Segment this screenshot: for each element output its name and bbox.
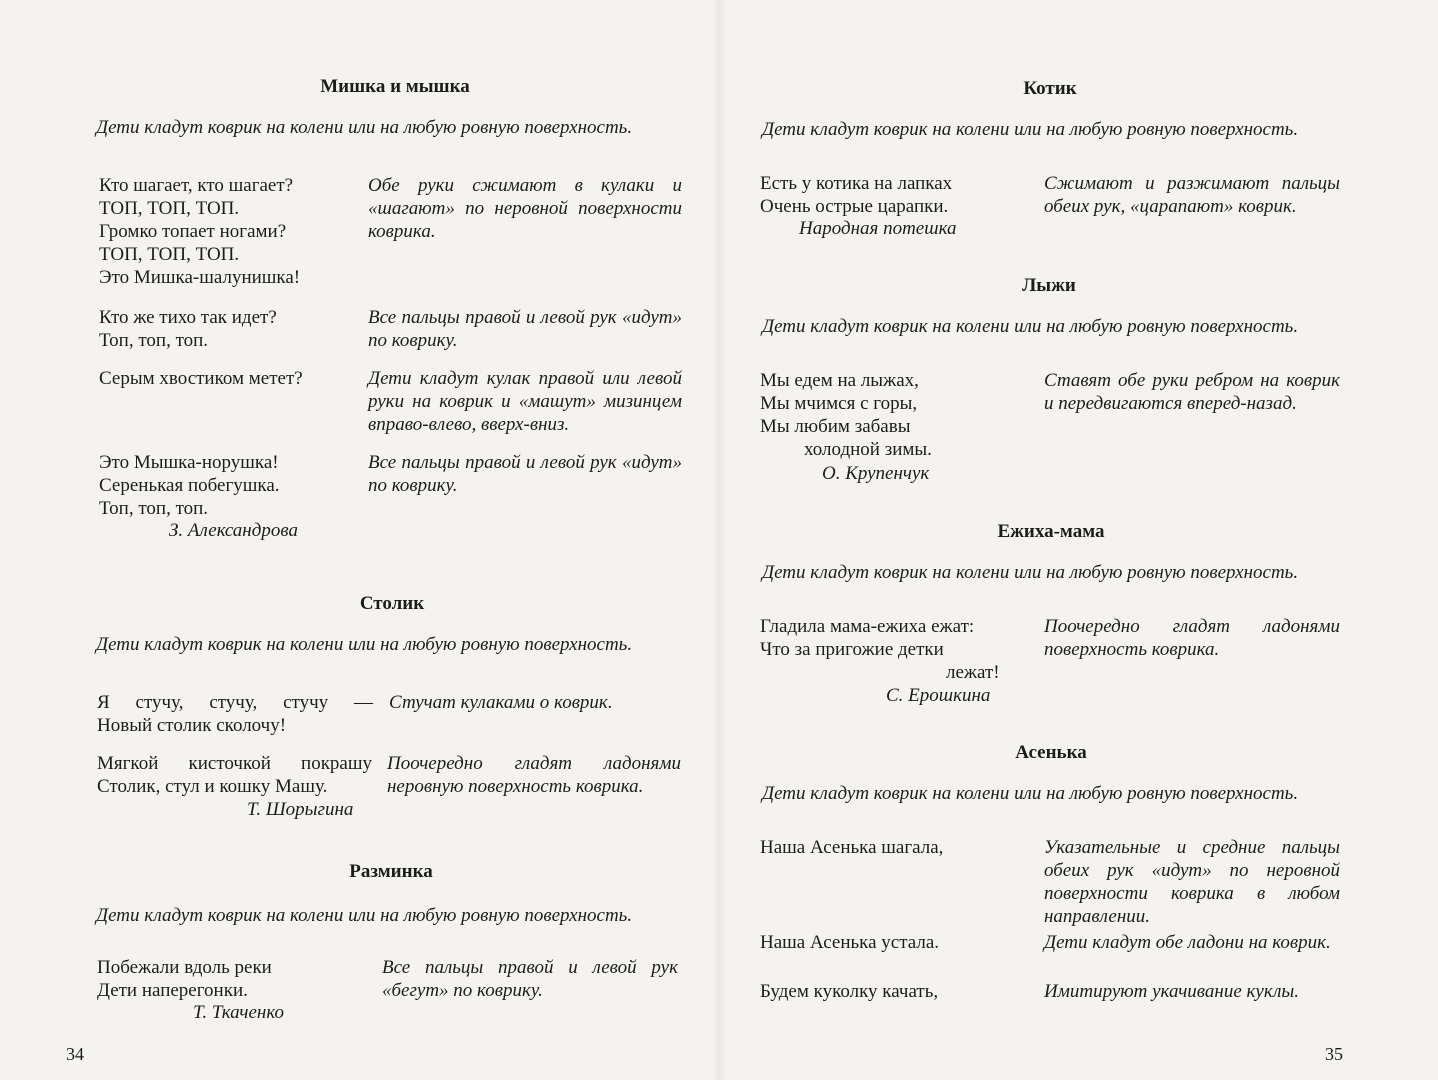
action-mishka-4: Все пальцы правой и левой рук «идут» по коврику. xyxy=(368,452,682,496)
verse-mishka-1 xyxy=(99,174,300,289)
section-title-ezhiha: Ежиха-мама xyxy=(997,521,1105,542)
section-title-lyzhi: Лыжи xyxy=(1022,275,1076,296)
author-mishka: З. Александрова xyxy=(169,520,298,541)
verse-stolik-1 xyxy=(97,691,373,737)
verse-line: Это Мишка-шалунишка! xyxy=(99,267,301,288)
verse-line: Дети наперегонки. xyxy=(97,980,248,1001)
verse-line: Побежали вдоль реки xyxy=(97,957,272,978)
verse-line: Громко топает ногами? xyxy=(99,221,287,242)
action-ezhiha-1: Поочередно гладят ладонями поверхность коврика. xyxy=(1044,616,1340,660)
verse-line: Наша Асенька шагала, xyxy=(760,837,944,858)
verse-line: Мягкой кисточкой покрашу xyxy=(97,753,372,774)
section-title-kotik: Котик xyxy=(1023,78,1077,99)
action-mishka-1: Обе руки сжимают в кулаки и «шагают» по неровной поверхности коврика. xyxy=(368,175,682,242)
verse-asenka-1 xyxy=(760,836,943,859)
verse-kotik-1 xyxy=(760,172,952,218)
verse-line: Очень острые царапки. xyxy=(760,196,949,217)
section-title-asenka: Асенька xyxy=(1015,742,1087,763)
action-razminka-1: Все пальцы правой и левой рук «бегут» по коврику. xyxy=(382,957,678,1001)
verse-line: Кто же тихо так идет? xyxy=(99,307,277,328)
section-intro-lyzhi: Дети кладут коврик на колени или на любую ровную поверхность. xyxy=(762,316,1299,337)
verse-asenka-2 xyxy=(760,931,939,954)
verse-line: Мы едем на лыжах, xyxy=(760,370,919,391)
section-title-stolik: Столик xyxy=(359,593,425,614)
verse-line: Наша Асенька устала. xyxy=(760,932,940,953)
verse-stolik-2 xyxy=(97,752,372,798)
action-stolik-1: Стучат кулаками о коврик. xyxy=(389,692,613,713)
action-asenka-3: Имитируют укачивание куклы. xyxy=(1044,981,1299,1002)
verse-line: Столик, стул и кошку Машу. xyxy=(97,776,328,797)
author-ezhiha: С. Ерошкина xyxy=(886,685,991,706)
verse-line: холодной зимы. xyxy=(804,439,932,460)
verse-line: Мы любим забавы xyxy=(760,416,911,437)
action-stolik-2: Поочередно гладят ладонями неровную поверхность коврика. xyxy=(387,753,681,797)
verse-line: Мы мчимся с горы, xyxy=(760,393,918,414)
verse-line: Будем куколку качать, xyxy=(760,981,939,1002)
action-lyzhi-1: Ставят обе руки ребром на коврик и передвигаются вперед-назад. xyxy=(1044,370,1340,414)
verse-line: Гладила мама-ежиха ежат: xyxy=(760,616,975,637)
verse-mishka-2 xyxy=(99,306,277,352)
section-intro-razminka: Дети кладут коврик на колени или на любую ровную поверхность. xyxy=(96,905,633,926)
verse-line: Топ, топ, топ. xyxy=(99,498,209,519)
page-number-left: 34 xyxy=(66,1044,84,1064)
section-title-mishka: Мишка и мышка xyxy=(320,76,470,97)
verse-asenka-3 xyxy=(760,980,938,1003)
author-stolik: Т. Шорыгина xyxy=(247,799,354,820)
verse-line: Что за пригожие детки xyxy=(760,639,944,660)
section-intro-ezhiha: Дети кладут коврик на колени или на любую ровную поверхность. xyxy=(762,562,1299,583)
verse-line: Это Мышка-норушка! xyxy=(99,452,279,473)
action-asenka-2: Дети кладут обе ладони на коврик. xyxy=(1044,932,1331,953)
author-lyzhi: О. Крупенчук xyxy=(822,463,930,484)
section-intro-kotik: Дети кладут коврик на колени или на любую ровную поверхность. xyxy=(762,119,1299,140)
section-intro-asenka: Дети кладут коврик на колени или на любую ровную поверхность. xyxy=(762,783,1299,804)
verse-mishka-3 xyxy=(99,367,303,390)
verse-line: Я стучу, стучу, стучу — xyxy=(97,692,373,713)
verse-line: лежат! xyxy=(946,662,1000,683)
verse-line: ТОП, ТОП, ТОП. xyxy=(99,244,240,265)
section-intro-stolik: Дети кладут коврик на колени или на любую ровную поверхность. xyxy=(96,634,633,655)
action-kotik-1: Сжимают и разжимают пальцы обеих рук, «царапают» коврик. xyxy=(1044,173,1340,217)
verse-lyzhi-1 xyxy=(760,369,932,461)
section-intro-mishka: Дети кладут коврик на колени или на любую ровную поверхность. xyxy=(96,117,633,138)
verse-mishka-4 xyxy=(99,451,280,520)
verse-line: Новый столик сколочу! xyxy=(97,715,287,736)
verse-line: Серенькая побегушка. xyxy=(99,475,280,496)
page-number-right: 35 xyxy=(1325,1044,1343,1064)
verse-line: Топ, топ, топ. xyxy=(99,330,209,351)
verse-line: ТОП, ТОП, ТОП. xyxy=(99,198,240,219)
action-asenka-1: Указательные и средние пальцы обеих рук «идут» по неровной поверхности коврика в любом направлении. xyxy=(1044,837,1340,927)
verse-line: Есть у котика на лапках xyxy=(760,173,953,194)
verse-line: Кто шагает, кто шагает? xyxy=(99,175,294,196)
action-mishka-3: Дети кладут кулак правой или левой руки на коврик и «машут» мизинцем вправо-влево, вверх-вниз. xyxy=(368,368,682,435)
section-title-razminka: Разминка xyxy=(349,861,433,882)
author-razminka: Т. Ткаченко xyxy=(193,1002,285,1023)
verse-ezhiha-1 xyxy=(760,615,1000,684)
verse-razminka-1 xyxy=(97,956,272,1002)
author-kotik: Народная потешка xyxy=(799,218,957,239)
verse-line: Серым хвостиком метет? xyxy=(99,368,303,389)
action-mishka-2: Все пальцы правой и левой рук «идут» по коврику. xyxy=(368,307,682,351)
right-page xyxy=(719,0,1438,1080)
